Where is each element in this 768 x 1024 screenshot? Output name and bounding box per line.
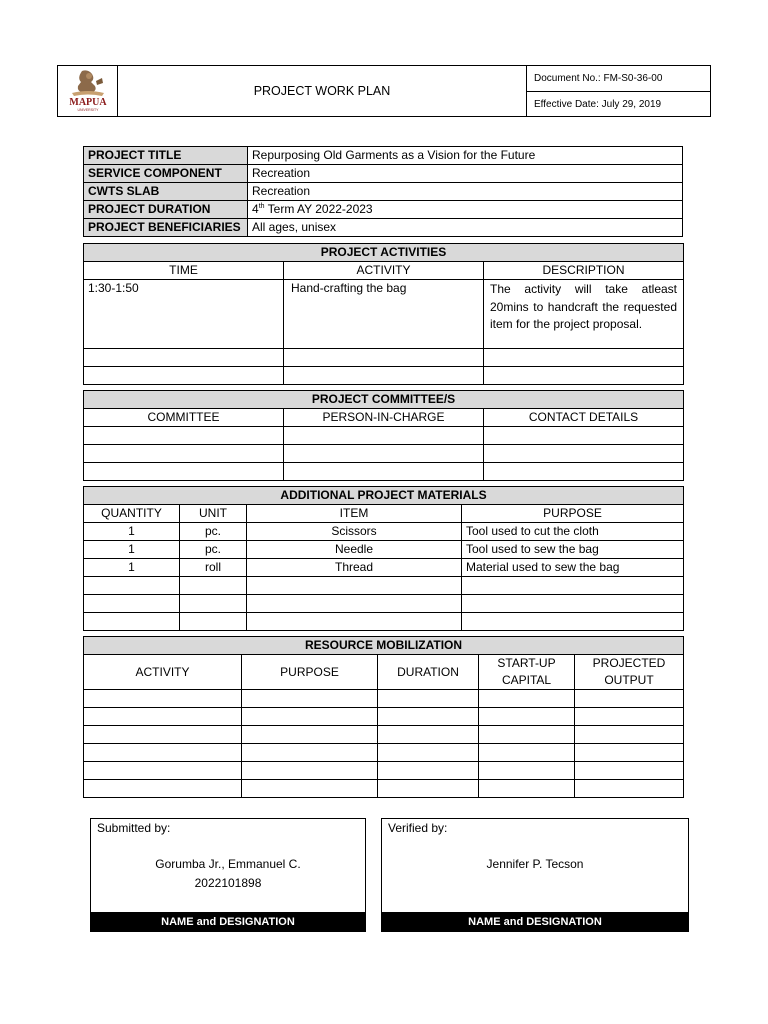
info-row <box>84 147 683 165</box>
empty-cell <box>479 744 575 762</box>
empty-cell <box>378 708 479 726</box>
empty-cell <box>462 577 684 595</box>
material-purpose: Material used to sew the bag <box>462 559 684 577</box>
empty-cell <box>247 595 462 613</box>
empty-cell <box>479 762 575 780</box>
table-row <box>84 523 684 541</box>
material-item: Thread <box>247 559 462 577</box>
empty-cell <box>462 613 684 631</box>
empty-cell <box>284 349 484 367</box>
empty-cell <box>84 726 242 744</box>
svg-text:MAPUA: MAPUA <box>68 96 107 108</box>
name-designation-bar: NAME and DESIGNATION <box>381 912 689 932</box>
material-item: Scissors <box>247 523 462 541</box>
empty-cell <box>378 762 479 780</box>
empty-cell <box>479 708 575 726</box>
table-row <box>84 541 684 559</box>
page-title: PROJECT WORK PLAN <box>118 66 527 117</box>
cwts-slab-label: CWTS SLAB <box>84 183 248 201</box>
column-header: PROJECTED OUTPUT <box>575 655 684 690</box>
empty-cell <box>84 690 242 708</box>
duration-ordinal: th <box>258 203 265 210</box>
empty-cell <box>575 726 684 744</box>
empty-cell <box>84 367 284 385</box>
empty-cell <box>242 762 378 780</box>
empty-cell <box>242 726 378 744</box>
column-header: CONTACT DETAILS <box>484 409 684 427</box>
empty-cell <box>242 708 378 726</box>
table-row <box>84 367 684 385</box>
section-title: PROJECT COMMITTEE/S <box>84 391 684 409</box>
table-row <box>84 613 684 631</box>
project-duration-label: PROJECT DURATION <box>84 201 248 219</box>
empty-cell <box>284 463 484 481</box>
empty-cell <box>575 708 684 726</box>
empty-cell <box>84 427 284 445</box>
svg-text:UNIVERSITY: UNIVERSITY <box>76 107 99 112</box>
empty-cell <box>378 780 479 798</box>
column-header: PURPOSE <box>462 505 684 523</box>
empty-cell <box>84 762 242 780</box>
activity-description: The activity will take atleast 20mins to handcraft the requested item for the project proposal. <box>484 280 684 349</box>
table-row <box>84 595 684 613</box>
empty-cell <box>84 445 284 463</box>
project-materials-table <box>83 486 684 631</box>
name-designation-bar: NAME and DESIGNATION <box>90 912 366 932</box>
info-row <box>84 201 683 219</box>
service-component-value: Recreation <box>248 165 683 183</box>
column-header: TIME <box>84 262 284 280</box>
empty-cell <box>180 613 247 631</box>
section-title: ADDITIONAL PROJECT MATERIALS <box>84 487 684 505</box>
empty-cell <box>180 595 247 613</box>
project-beneficiaries-value: All ages, unisex <box>248 219 683 237</box>
project-title-label: PROJECT TITLE <box>84 147 248 165</box>
section-title: PROJECT ACTIVITIES <box>84 244 684 262</box>
empty-cell <box>479 726 575 744</box>
empty-cell <box>575 762 684 780</box>
university-logo <box>58 66 118 117</box>
empty-cell <box>575 690 684 708</box>
info-row <box>84 165 683 183</box>
table-row <box>84 690 684 708</box>
material-unit: roll <box>180 559 247 577</box>
resource-mobilization-table <box>83 636 684 798</box>
column-header: DURATION <box>378 655 479 690</box>
verified-by-box <box>381 818 689 932</box>
empty-cell <box>378 690 479 708</box>
empty-cell <box>84 595 180 613</box>
empty-cell <box>484 463 684 481</box>
table-row <box>84 280 684 349</box>
project-activities-table <box>83 243 684 385</box>
table-row <box>84 427 684 445</box>
duration-number: 4 <box>252 202 259 216</box>
column-header: DESCRIPTION <box>484 262 684 280</box>
material-quantity: 1 <box>84 523 180 541</box>
table-row <box>84 349 684 367</box>
empty-cell <box>284 367 484 385</box>
material-unit: pc. <box>180 541 247 559</box>
project-committee-table <box>83 390 684 481</box>
empty-cell <box>84 708 242 726</box>
info-row <box>84 183 683 201</box>
service-component-label: SERVICE COMPONENT <box>84 165 248 183</box>
duration-term: Term AY 2022-2023 <box>264 202 373 216</box>
empty-cell <box>247 613 462 631</box>
submitter-id: 2022101898 <box>194 876 262 890</box>
table-row <box>84 463 684 481</box>
empty-cell <box>484 349 684 367</box>
table-row <box>84 708 684 726</box>
column-header: ITEM <box>247 505 462 523</box>
empty-cell <box>284 445 484 463</box>
table-row <box>84 744 684 762</box>
section-title: RESOURCE MOBILIZATION <box>84 637 684 655</box>
empty-cell <box>84 744 242 762</box>
material-purpose: Tool used to sew the bag <box>462 541 684 559</box>
material-unit: pc. <box>180 523 247 541</box>
empty-cell <box>242 780 378 798</box>
empty-cell <box>84 613 180 631</box>
table-row <box>84 780 684 798</box>
table-row <box>84 762 684 780</box>
submitted-by-label: Submitted by: <box>97 821 171 835</box>
column-header: START-UP CAPITAL <box>479 655 575 690</box>
column-header: UNIT <box>180 505 247 523</box>
empty-cell <box>462 595 684 613</box>
empty-cell <box>484 427 684 445</box>
empty-cell <box>242 744 378 762</box>
column-header: ACTIVITY <box>284 262 484 280</box>
info-row <box>84 219 683 237</box>
project-title-value: Repurposing Old Garments as a Vision for the Future <box>248 147 683 165</box>
column-header: COMMITTEE <box>84 409 284 427</box>
empty-cell <box>378 744 479 762</box>
document-header <box>57 65 711 117</box>
mapua-seal-icon <box>62 67 114 113</box>
verified-by-label: Verified by: <box>388 821 448 835</box>
empty-cell <box>484 367 684 385</box>
table-row <box>84 559 684 577</box>
column-header: QUANTITY <box>84 505 180 523</box>
table-row <box>84 445 684 463</box>
material-quantity: 1 <box>84 559 180 577</box>
empty-cell <box>378 726 479 744</box>
empty-cell <box>484 445 684 463</box>
empty-cell <box>575 744 684 762</box>
empty-cell <box>247 577 462 595</box>
submitted-by-box <box>90 818 366 932</box>
project-beneficiaries-label: PROJECT BENEFICIARIES <box>84 219 248 237</box>
material-quantity: 1 <box>84 541 180 559</box>
submitter-name: Gorumba Jr., Emmanuel C. <box>155 857 301 871</box>
document-number: Document No.: FM-S0-36-00 <box>527 66 711 92</box>
material-purpose: Tool used to cut the cloth <box>462 523 684 541</box>
verifier-name: Jennifer P. Tecson <box>486 857 584 871</box>
empty-cell <box>84 780 242 798</box>
empty-cell <box>479 690 575 708</box>
empty-cell <box>284 427 484 445</box>
column-header: PERSON-IN-CHARGE <box>284 409 484 427</box>
cwts-slab-value: Recreation <box>248 183 683 201</box>
project-duration-value <box>248 201 683 219</box>
table-row <box>84 577 684 595</box>
effective-date: Effective Date: July 29, 2019 <box>527 92 711 117</box>
material-item: Needle <box>247 541 462 559</box>
empty-cell <box>479 780 575 798</box>
empty-cell <box>180 577 247 595</box>
empty-cell <box>242 690 378 708</box>
empty-cell <box>84 349 284 367</box>
empty-cell <box>84 577 180 595</box>
project-info-table <box>83 146 683 237</box>
empty-cell <box>575 780 684 798</box>
column-header: PURPOSE <box>242 655 378 690</box>
table-row <box>84 726 684 744</box>
empty-cell <box>84 463 284 481</box>
activity-time: 1:30-1:50 <box>84 280 284 349</box>
column-header: ACTIVITY <box>84 655 242 690</box>
activity-name: Hand-crafting the bag <box>284 280 484 349</box>
